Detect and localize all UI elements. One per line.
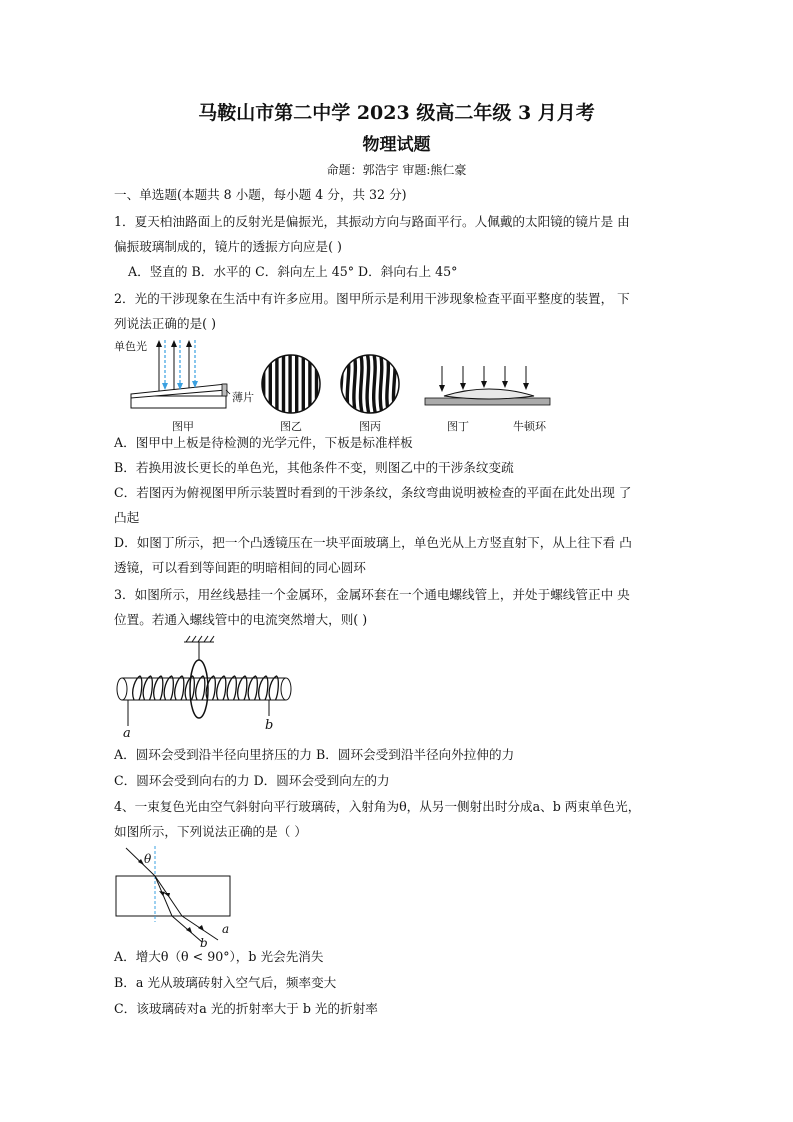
ray-b-label: b: [200, 936, 208, 950]
curved-fringe-stripe: [374, 354, 376, 416]
ceiling-hatch: [184, 636, 214, 660]
metal-ring: [190, 660, 208, 718]
fringe-stripe: [295, 354, 298, 416]
q2-option-a: A．图甲中上板是待检测的光学元件，下板是标准样板: [114, 435, 413, 450]
q3-stem-line2: 位置。若通入螺线管中的电流突然增大，则( ): [114, 612, 368, 627]
caption-yi: 图乙: [280, 420, 302, 433]
theta-label: θ: [144, 852, 152, 866]
figure-yi-fringes: [262, 354, 320, 416]
q4-figure: [114, 842, 244, 950]
q2-figure: [114, 336, 564, 436]
caption-bing: 图丙: [359, 420, 381, 433]
glass-slab: [116, 876, 230, 916]
curved-fringe-stripe: [393, 354, 395, 416]
authors: 命题：郭浩宇 审题:熊仁豪: [326, 163, 467, 177]
q3-stem-line1: 3．如图所示，用丝线悬挂一个金属环，金属环套在一个通电螺线管上，并处于螺线管正中 央: [114, 587, 630, 602]
coil-turn: [164, 676, 173, 700]
terminal-a-label: a: [123, 726, 131, 741]
caption-ding: 图丁: [447, 420, 469, 433]
section-heading: 一、单选题(本题共 8 小题，每小题 4 分，共 32 分): [114, 187, 407, 202]
q4-stem-line2: 如图所示，下列说法正确的是（ ）: [114, 824, 307, 839]
caption-newton-rings: 牛顿环: [513, 420, 546, 433]
figure-bing-fringes: [341, 354, 399, 416]
ray-a-label: a: [222, 922, 230, 936]
q2-stem-line1: 2．光的干涉现象在生活中有许多应用。图甲所示是利用干涉现象检查平面平整度的装置， 下: [114, 291, 630, 306]
solenoid-svg: [114, 634, 304, 744]
q3-figure: [114, 634, 304, 744]
coil-turn: [259, 676, 268, 700]
page-title: 马鞍山市第二中学 2023 级高二年级 3 月月考: [198, 102, 595, 124]
q3-options-ab: A．圆环会受到沿半径向里挤压的力 B．圆环会受到沿半径向外拉伸的力: [114, 747, 515, 762]
coil-turn: [227, 676, 236, 700]
curved-fringe-stripe: [341, 354, 343, 416]
fringe-stripe: [275, 354, 278, 416]
coil-turn: [248, 676, 257, 700]
curved-fringe-stripe: [380, 354, 382, 416]
caption-jia: 图甲: [172, 420, 194, 433]
coil-turn: [269, 676, 278, 700]
figure-ding-lens: [425, 366, 550, 405]
coil-turn: [154, 676, 163, 700]
fringe-stripe: [315, 354, 318, 416]
coil-turn: [217, 676, 226, 700]
solenoid-coil: [133, 676, 279, 700]
q2-option-c-line1: C．若图丙为俯视图甲所示装置时看到的干涉条纹，条纹弯曲说明被检查的平面在此处出现 了: [114, 485, 632, 500]
q2-option-d-line1: D．如图丁所示，把一个凸透镜压在一块平面玻璃上，单色光从上方竖直射下，从上往下看 凸: [114, 535, 632, 550]
curved-fringe-stripe: [360, 354, 362, 416]
fringe-stripe: [288, 354, 291, 416]
coil-turn: [238, 676, 247, 700]
q2-option-c-line2: 凸起: [114, 510, 140, 525]
q4-option-a: A．增大θ（θ < 90°），b 光会先消失: [114, 949, 324, 964]
q4-stem-line1: 4、一束复色光由空气斜射向平行玻璃砖，入射角为θ，从另一侧射出时分成a、b 两束单色光，: [114, 799, 641, 814]
q2-option-d-line2: 透镜，可以看到等间距的明暗相间的同心圆环: [114, 560, 366, 575]
q4-option-c: C．该玻璃砖对a 光的折射率大于 b 光的折射率: [114, 1001, 378, 1016]
coil-turn: [196, 676, 205, 700]
label-mono-light: 单色光: [114, 340, 147, 353]
curved-fringe-stripe: [367, 354, 369, 416]
coil-turn: [175, 676, 184, 700]
terminal-b-label: b: [265, 718, 274, 733]
q1-stem-line2: 偏振玻璃制成的，镜片的透振方向应是( ): [114, 239, 342, 254]
q2-option-b: B．若换用波长更长的单色光，其他条件不变，则图乙中的干涉条纹变疏: [114, 460, 514, 475]
fringe-stripe: [302, 354, 305, 416]
curved-fringe-stripe: [354, 354, 356, 416]
q1-stem-line1: 1．夏天柏油路面上的反射光是偏振光，其振动方向与路面平行。人佩戴的太阳镜的镜片是 由: [114, 214, 630, 229]
coil-turn: [143, 676, 152, 700]
fringe-stripe: [282, 354, 285, 416]
q3-options-cd: C．圆环会受到向右的力 D．圆环会受到向左的力: [114, 773, 390, 788]
page-subtitle: 物理试题: [362, 135, 431, 155]
label-thin-sheet: 薄片: [232, 391, 254, 404]
q1-options: A．竖直的 B．水平的 C．斜向左上 45° D．斜向右上 45°: [128, 264, 458, 279]
q4-option-b: B．a 光从玻璃砖射入空气后，频率变大: [114, 975, 337, 990]
q2-stem-line2: 列说法正确的是( ): [114, 316, 216, 331]
coil-turn: [133, 676, 142, 700]
fringe-stripe: [262, 354, 265, 416]
